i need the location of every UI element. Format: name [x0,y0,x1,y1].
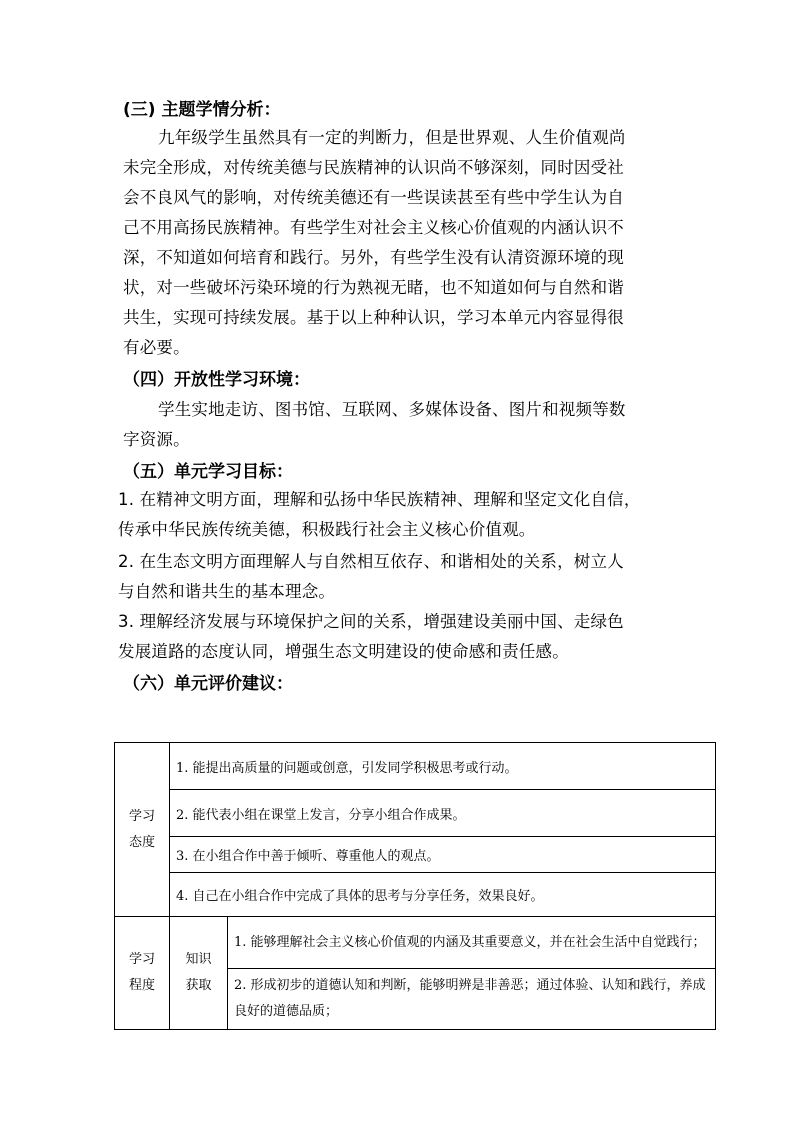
attitude-item: 1. 能提出高质量的问题或创意，引发同学积极思考或行动。 [170,743,716,790]
section4-heading: （四）开放性学习环境： [123,370,310,390]
attitude-item: 2. 能代表小组在课堂上发言，分享小组合作成果。 [170,790,716,837]
degree-label-cell [115,917,170,1030]
attitude-item: 3. 在小组合作中善于倾听、尊重他人的观点。 [170,837,716,873]
section5-line: 1. 在精神文明方面，理解和弘扬中华民族精神、理解和坚定文化自信， [118,490,641,509]
section3-line: 九年级学生虽然具有一定的判断力，但是世界观、人生价值观尚 [158,128,626,147]
section3-line: 有必要。 [123,338,190,357]
knowledge-label-line1: 知识 [185,952,212,967]
attitude-item: 4. 自己在小组合作中完成了具体的思考与分享任务，效果良好。 [170,873,716,917]
section3-line: 状，对一些破坏污染环境的行为熟视无睹，也不知道如何与自然和谐 [123,278,624,297]
section5-line: 传承中华民族传统美德，积极践行社会主义核心价值观。 [118,520,536,539]
knowledge-label-cell [170,917,228,1030]
section4-line: 学生实地走访、图书馆、互联网、多媒体设备、图片和视频等数 [158,400,626,419]
evaluation-table [114,742,716,1030]
section5-line: 发展道路的态度认同，增强生态文明建设的使命感和责任感。 [118,642,569,661]
table-row [115,790,716,837]
section3-line: 会不良风气的影响，对传统美德还有一些误读甚至有些中学生认为自 [123,188,624,207]
degree-label-line1: 学习 [128,952,155,967]
table-row [115,837,716,873]
attitude-label-line2: 态度 [128,834,155,850]
table-row [115,917,716,969]
section5-line: 2. 在生态文明方面理解人与自然相互依存、和谐相处的关系，树立人 [118,552,624,571]
section3-line: 深，不知道如何培育和践行。另外，有些学生没有认清资源环境的现 [123,248,624,267]
section5-line: 3. 理解经济发展与环境保护之间的关系，增强建设美丽中国、走绿色 [118,612,624,631]
table-row [115,743,716,790]
section3-line: 未完全形成，对传统美德与民族精神的认识尚不够深刻，同时因受社 [123,158,624,177]
section3-line: 己不用高扬民族精神。有些学生对社会主义核心价值观的内涵认识不 [123,218,624,237]
knowledge-item: 2. 形成初步的道德认知和判断，能够明辨是非善恶；通过体验、认知和践行，养成良好的道德品质； [228,969,716,1030]
section6-heading: （六）单元评价建议： [123,674,293,694]
table-row [115,873,716,917]
section3-line: 共生，实现可持续发展。基于以上种种认识，学习本单元内容显得很 [123,308,624,327]
section4-line: 字资源。 [123,430,190,449]
section3-heading: (三) 主题学情分析： [123,100,281,120]
attitude-label-line1: 学习 [128,808,155,824]
knowledge-label-line2: 获取 [185,978,212,993]
section5-heading: （五）单元学习目标： [123,462,293,482]
section5-line: 与自然和谐共生的基本理念。 [118,582,336,601]
degree-label-line2: 程度 [128,978,155,993]
knowledge-item: 1. 能够理解社会主义核心价值观的内涵及其重要意义，并在社会生活中自觉践行； [228,917,716,969]
attitude-label-cell [115,743,170,917]
